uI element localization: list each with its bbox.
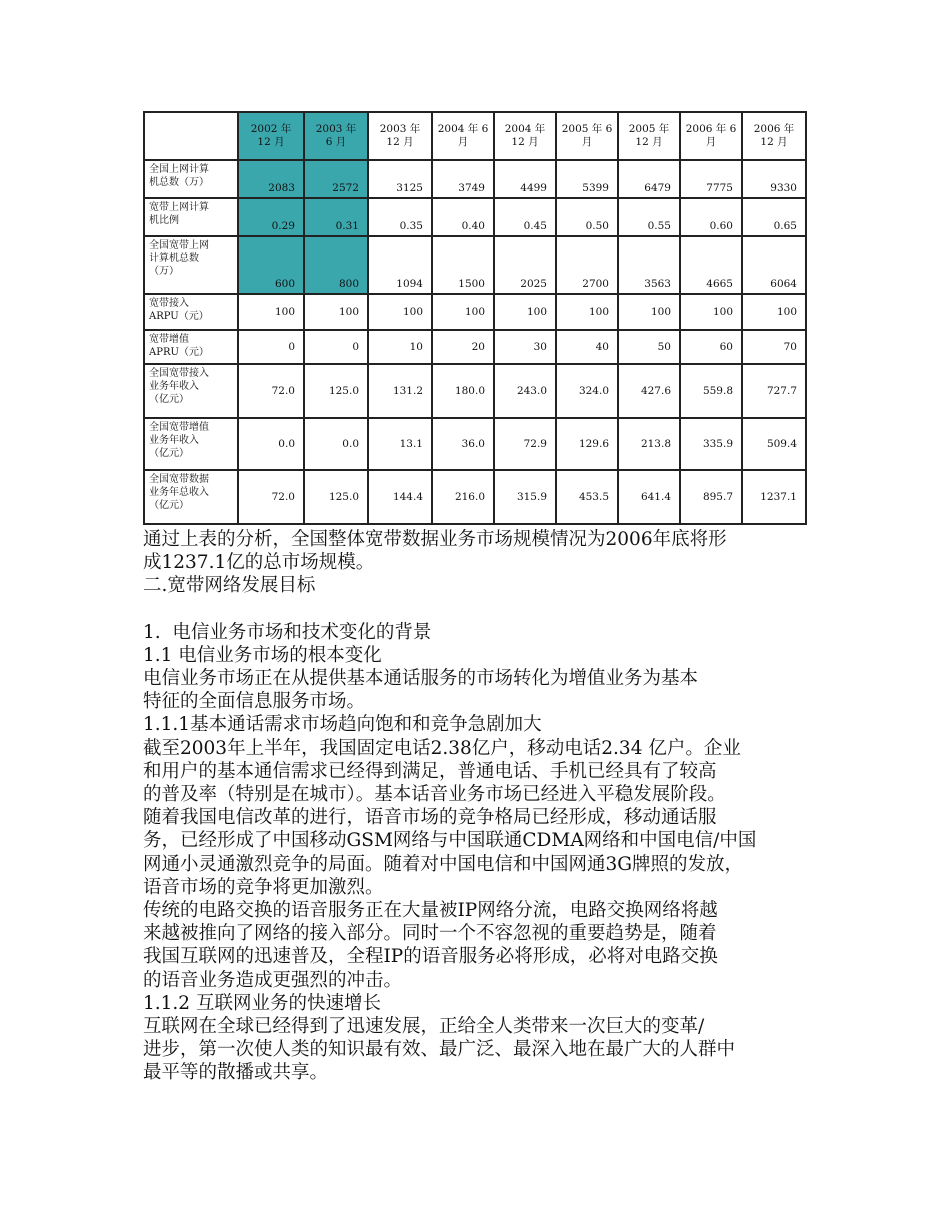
table-cell: 315.9 — [494, 470, 556, 524]
header-cell: 2006 年 6 月 — [680, 112, 742, 160]
table-cell: 13.1 — [368, 418, 432, 470]
table-cell: 3125 — [368, 160, 432, 198]
table-cell: 0.29 — [238, 198, 304, 236]
table-cell: 800 — [304, 236, 368, 294]
data-table-container — [143, 111, 807, 525]
table-cell: 0 — [238, 330, 304, 364]
table-cell: 4665 — [680, 236, 742, 294]
subsection-heading: 1. 电信业务市场和技术变化的背景 — [143, 621, 432, 643]
table-cell: 131.2 — [368, 364, 432, 418]
document-body — [143, 528, 843, 1085]
table-cell: 9330 — [742, 160, 806, 198]
table-cell: 0 — [304, 330, 368, 364]
table-cell: 30 — [494, 330, 556, 364]
header-cell: 2006 年 12 月 — [742, 112, 806, 160]
row-label-cell: 全国宽带增值 业务年收入 （亿元） — [144, 418, 238, 470]
table-cell: 559.8 — [680, 364, 742, 418]
row-label-cell: 全国上网计算 机总数（万） — [144, 160, 238, 198]
table-cell: 2572 — [304, 160, 368, 198]
table-cell: 0.40 — [432, 198, 494, 236]
table-cell: 72.0 — [238, 470, 304, 524]
header-cell: 2004 年 12 月 — [494, 112, 556, 160]
table-cell: 0.0 — [238, 418, 304, 470]
table-row — [144, 236, 806, 294]
table-cell: 100 — [238, 294, 304, 330]
subsection-heading: 1.1 电信业务市场的根本变化 — [143, 644, 382, 666]
broadband-market-table — [143, 111, 807, 525]
paragraph: 电信业务市场正在从提供基本通话服务的市场转化为增值业务为基本 特征的全面信息服务市场。 — [143, 668, 699, 713]
table-cell: 100 — [368, 294, 432, 330]
header-corner-cell — [144, 112, 238, 160]
table-cell: 7775 — [680, 160, 742, 198]
header-cell: 2003 年 6 月 — [304, 112, 368, 160]
table-row — [144, 198, 806, 236]
table-cell: 100 — [556, 294, 618, 330]
table-header-row — [144, 112, 806, 160]
table-cell: 6064 — [742, 236, 806, 294]
table-cell: 324.0 — [556, 364, 618, 418]
paragraph: 截至2003年上半年，我国固定电话2.38亿户，移动电话2.34 亿户。企业 和用户的基本通信需求已经得到满足，普通电话、手机已经具有了较高 的普及率（特别是在城市）。基本话音业务市场已经进入平稳发展阶段。 随着我国电信改革的进行，语音市场的竞争格局已经形成，移动通话服 务，已经形成了中国移动GSM网络与中国联通CDMA网络和中国电信/中国 网通小灵通激烈竞争的局面。随着对中国电信和中国网通3G牌照的发放， 语音市场的竞争将更加激烈。 — [143, 737, 757, 898]
header-cell: 2003 年 12 月 — [368, 112, 432, 160]
subsection-heading: 1.1.2 互联网业务的快速增长 — [143, 992, 381, 1014]
table-cell: 3749 — [432, 160, 494, 198]
row-label-cell: 宽带增值 APRU（元） — [144, 330, 238, 364]
header-cell: 2005 年 6 月 — [556, 112, 618, 160]
table-cell: 100 — [432, 294, 494, 330]
paragraph: 互联网在全球已经得到了迅速发展，正给全人类带来一次巨大的变革/ 进步，第一次使人类的知识最有效、最广泛、最深入地在最广大的人群中 最平等的散播或共享。 — [143, 1016, 736, 1084]
table-row — [144, 294, 806, 330]
table-cell: 600 — [238, 236, 304, 294]
table-cell: 4499 — [494, 160, 556, 198]
table-cell: 0.60 — [680, 198, 742, 236]
row-label-cell: 全国宽带接入 业务年收入 （亿元） — [144, 364, 238, 418]
subsection-heading: 1.1.1基本通话需求市场趋向饱和和竞争急剧加大 — [143, 714, 542, 736]
table-cell: 2083 — [238, 160, 304, 198]
table-cell: 50 — [618, 330, 680, 364]
table-row — [144, 364, 806, 418]
blank-line — [143, 598, 843, 621]
table-cell: 2700 — [556, 236, 618, 294]
table-cell: 0.55 — [618, 198, 680, 236]
table-cell: 20 — [432, 330, 494, 364]
table-cell: 5399 — [556, 160, 618, 198]
table-cell: 0.35 — [368, 198, 432, 236]
table-cell: 125.0 — [304, 470, 368, 524]
table-cell: 36.0 — [432, 418, 494, 470]
table-cell: 129.6 — [556, 418, 618, 470]
table-cell: 3563 — [618, 236, 680, 294]
table-row — [144, 330, 806, 364]
table-cell: 100 — [742, 294, 806, 330]
table-cell: 213.8 — [618, 418, 680, 470]
table-row — [144, 160, 806, 198]
table-cell: 180.0 — [432, 364, 494, 418]
table-cell: 509.4 — [742, 418, 806, 470]
table-cell: 1237.1 — [742, 470, 806, 524]
table-cell: 0.65 — [742, 198, 806, 236]
table-cell: 72.9 — [494, 418, 556, 470]
header-cell: 2004 年 6 月 — [432, 112, 494, 160]
table-cell: 10 — [368, 330, 432, 364]
table-cell: 727.7 — [742, 364, 806, 418]
table-cell: 100 — [494, 294, 556, 330]
table-cell: 60 — [680, 330, 742, 364]
table-cell: 427.6 — [618, 364, 680, 418]
table-cell: 453.5 — [556, 470, 618, 524]
row-label-cell: 宽带上网计算 机比例 — [144, 198, 238, 236]
paragraph: 传统的电路交换的语音服务正在大量被IP网络分流，电路交换网络将越 来越被推向了网络的接入部分。同时一个不容忽视的重要趋势是，随着 我国互联网的迅速普及，全程IP的语音服务必将形成，必将对电路交换 的语音业务造成更强烈的冲击。 — [143, 900, 718, 991]
table-cell: 72.0 — [238, 364, 304, 418]
row-label-cell: 全国宽带数据 业务年总收入 （亿元） — [144, 470, 238, 524]
table-cell: 70 — [742, 330, 806, 364]
table-cell: 0.45 — [494, 198, 556, 236]
table-cell: 641.4 — [618, 470, 680, 524]
table-cell: 216.0 — [432, 470, 494, 524]
header-cell: 2005 年 12 月 — [618, 112, 680, 160]
table-cell: 0.31 — [304, 198, 368, 236]
table-row — [144, 470, 806, 524]
table-cell: 100 — [618, 294, 680, 330]
table-cell: 1094 — [368, 236, 432, 294]
row-label-cell: 全国宽带上网 计算机总数 （万） — [144, 236, 238, 294]
header-cell: 2002 年 12 月 — [238, 112, 304, 160]
table-cell: 1500 — [432, 236, 494, 294]
table-cell: 243.0 — [494, 364, 556, 418]
table-cell: 40 — [556, 330, 618, 364]
table-cell: 100 — [680, 294, 742, 330]
table-cell: 335.9 — [680, 418, 742, 470]
table-row — [144, 418, 806, 470]
table-cell: 125.0 — [304, 364, 368, 418]
table-cell: 895.7 — [680, 470, 742, 524]
table-cell: 0.0 — [304, 418, 368, 470]
section-heading: 二.宽带网络发展目标 — [143, 575, 316, 597]
table-cell: 0.50 — [556, 198, 618, 236]
table-cell: 100 — [304, 294, 368, 330]
table-cell: 2025 — [494, 236, 556, 294]
table-cell: 6479 — [618, 160, 680, 198]
paragraph-summary: 通过上表的分析，全国整体宽带数据业务市场规模情况为2006年底将形 成1237.1亿的总市场规模。 — [143, 529, 727, 574]
table-cell: 144.4 — [368, 470, 432, 524]
row-label-cell: 宽带接入 ARPU（元） — [144, 294, 238, 330]
